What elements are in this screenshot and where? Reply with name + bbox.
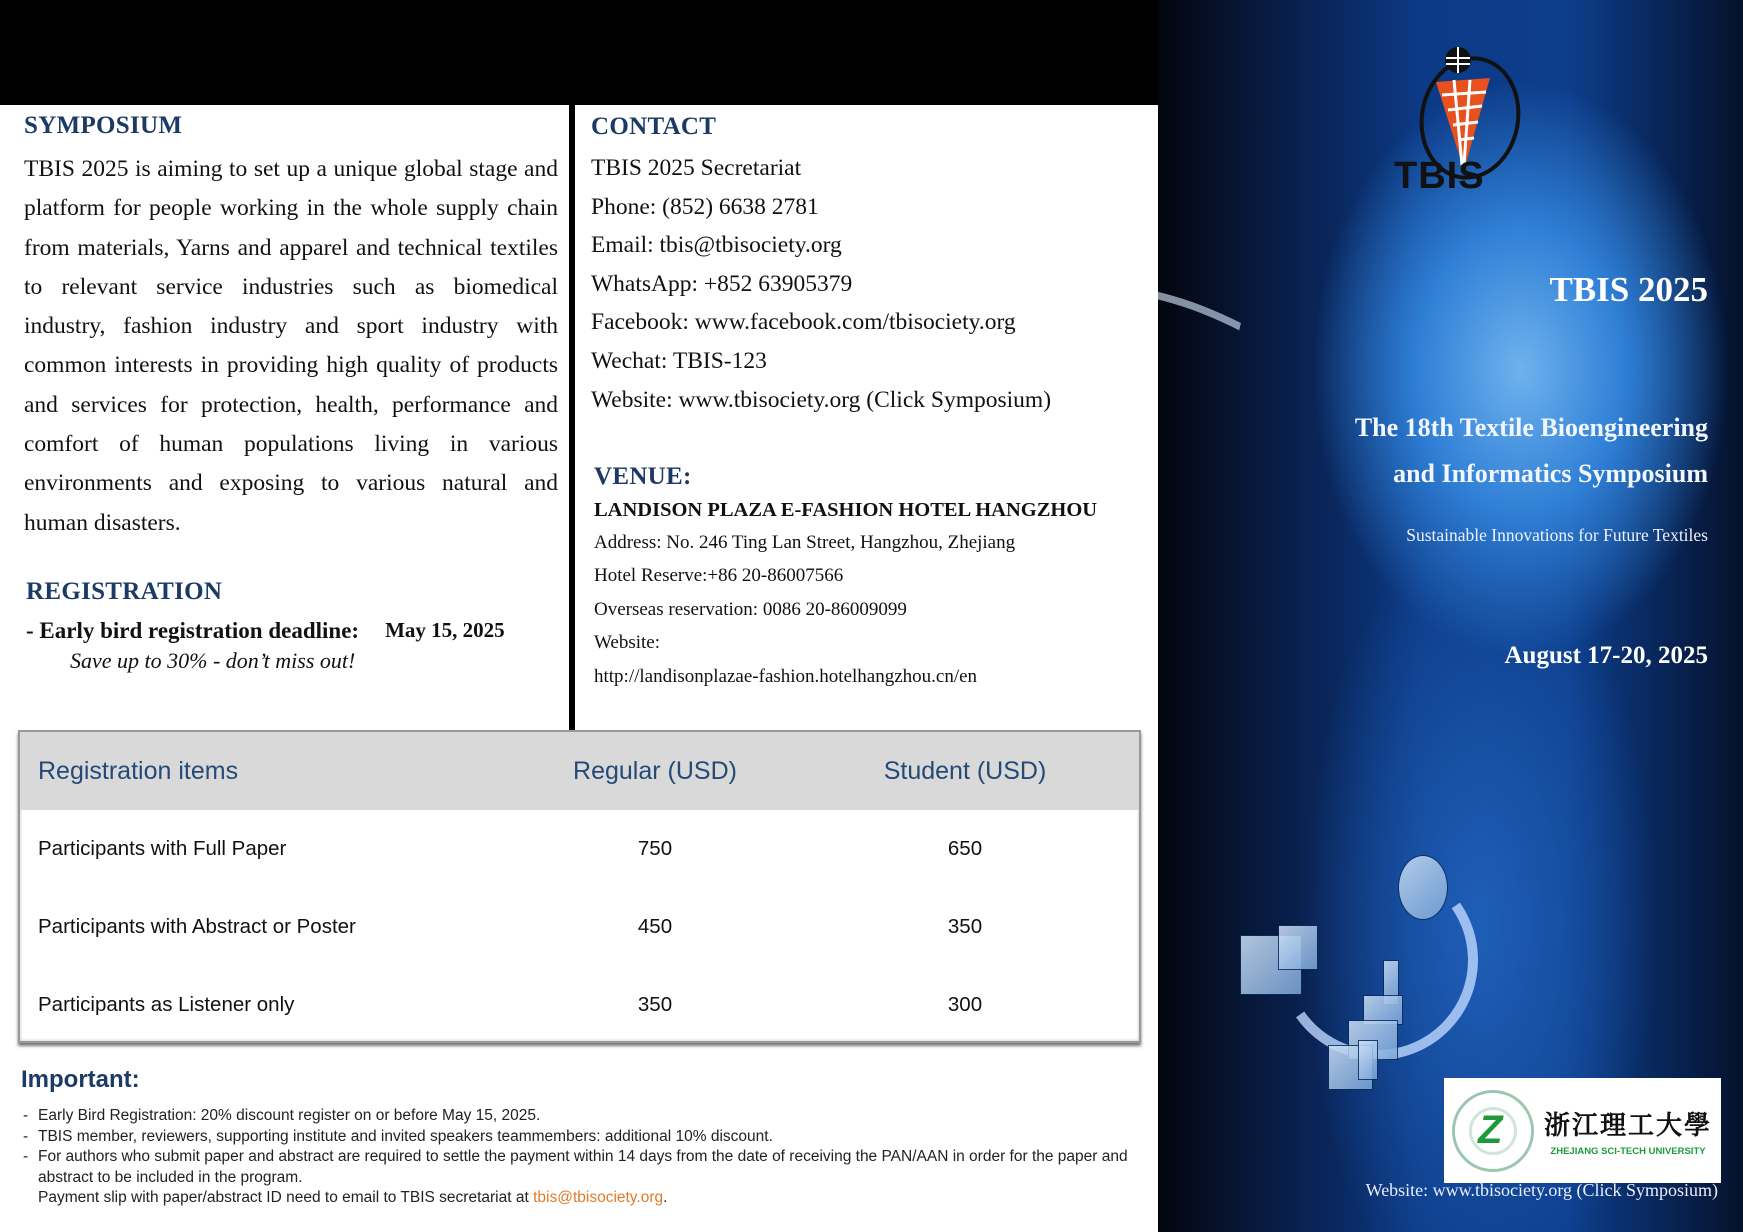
row-item: Participants as Listener only [38, 993, 295, 1016]
table-row [20, 810, 1139, 888]
cover-title-line-2: and Informatics Symposium [1393, 459, 1708, 488]
venue-heading: VENUE: [594, 463, 692, 490]
save-note: Save up to 30% - don’t miss out! [70, 648, 356, 673]
important-heading: Important: [21, 1066, 140, 1093]
venue-address: Address: No. 246 Ting Lan Street, Hangzhou, Zhejiang [594, 532, 1016, 553]
cover-year-title: TBIS 2025 [1549, 270, 1708, 309]
symposium-description: TBIS 2025 is aiming to set up a unique global stage and platform for people working in the whole supply chain from materials, Yarns and apparel and technical textiles to relevant service industries such as biomedical industry, fashion industry and sport industry with common interests in providing high quality of products and services for protection, health, performance and comfort of human populations living in various environments and exposing to various natural and human disasters. [24, 156, 558, 536]
header-student: Student (USD) [883, 756, 1047, 785]
contact-website[interactable]: Website: www.tbisociety.org (Click Symposium) [591, 386, 1052, 413]
cover-event-title [1355, 405, 1708, 497]
contact-whatsapp: WhatsApp: +852 63905379 [591, 270, 853, 297]
column-divider [569, 105, 575, 730]
important-notes [21, 1066, 1141, 1209]
university-name [1544, 1105, 1712, 1157]
thumbnail-image [1398, 855, 1448, 920]
thumbnail-image [1358, 1040, 1378, 1080]
cover-panel [1158, 0, 1743, 1232]
row-regular-fee: 350 [637, 993, 673, 1016]
thumbnail-image [1278, 925, 1318, 970]
row-item: Participants with Abstract or Poster [38, 915, 356, 938]
contact-phone: Phone: (852) 6638 2781 [591, 193, 819, 220]
header-regular: Regular (USD) [573, 756, 737, 785]
important-list [21, 1106, 1141, 1209]
row-student-fee: 350 [947, 915, 983, 938]
table-row [20, 966, 1139, 1044]
registration-heading: REGISTRATION [26, 578, 223, 605]
university-name-english: ZHEJIANG SCI-TECH UNIVERSITY [1550, 1145, 1706, 1157]
row-item: Participants with Full Paper [38, 837, 287, 860]
cover-website-link[interactable]: Website: www.tbisociety.org (Click Symposium) [1365, 1180, 1718, 1200]
important-item: - Early Bird Registration: 20% discount register on or before May 15, 2025. [21, 1106, 1141, 1127]
important-item [21, 1147, 1141, 1209]
venue-hotel-name: LANDISON PLAZA E-FASHION HOTEL HANGZHOU [594, 499, 1098, 521]
venue-website-label: Website: [594, 632, 661, 654]
tbis-logo-text: TBIS [1394, 155, 1485, 197]
contact-section [591, 113, 1151, 419]
payment-note-end: . [663, 1189, 668, 1206]
university-seal-icon: Z [1452, 1090, 1534, 1172]
cover-title-line-1: The 18th Textile Bioengineering [1354, 413, 1708, 442]
top-black-band [0, 0, 1160, 105]
venue-website-link[interactable]: http://landisonplazae-fashion.hotelhangzhou.cn/en [594, 665, 978, 687]
important-item-text: For authors who submit paper and abstract are required to settle the payment within 14 days from the date of receiving the PAN/AAN in order for the paper and abstract to be included in the program. [38, 1148, 1128, 1186]
venue-overseas-reservation: Overseas reservation: 0086 20-86009099 [594, 598, 907, 620]
venue-section [594, 463, 1154, 693]
table-row [20, 888, 1139, 966]
deadline-date: May 15, 2025 [385, 618, 505, 642]
venue-details [594, 526, 1154, 693]
registration-fee-table [18, 730, 1141, 1043]
contact-heading: CONTACT [591, 113, 717, 140]
row-student-fee: 650 [947, 837, 983, 860]
symposium-heading: SYMPOSIUM [24, 112, 183, 139]
contact-facebook[interactable]: Facebook: www.facebook.com/tbisociety.org [591, 309, 1016, 336]
table-header-row [20, 732, 1139, 810]
contact-list [591, 149, 1151, 419]
university-name-chinese: 浙江理工大學 [1544, 1110, 1713, 1141]
venue-hotel-reserve: Hotel Reserve:+86 20-86007566 [594, 565, 844, 587]
cover-theme: Sustainable Innovations for Future Textiles [1406, 525, 1708, 545]
important-item: - TBIS member, reviewers, supporting institute and invited speakers teammembers: additional 10% discount. [21, 1127, 1141, 1148]
symposium-section [24, 112, 558, 543]
university-logo [1444, 1078, 1721, 1183]
early-bird-deadline [26, 618, 566, 644]
contact-secretariat: TBIS 2025 Secretariat [591, 155, 802, 181]
payment-note [38, 1188, 1141, 1209]
row-regular-fee: 750 [637, 837, 673, 860]
row-student-fee: 300 [947, 993, 983, 1016]
registration-section [26, 578, 566, 674]
contact-wechat: Wechat: TBIS-123 [591, 347, 767, 374]
payment-email-link[interactable]: tbis@tbisociety.org [533, 1189, 664, 1206]
row-regular-fee: 450 [637, 915, 673, 938]
header-items: Registration items [38, 756, 239, 785]
contact-email[interactable]: Email: tbis@tbisociety.org [591, 232, 842, 259]
payment-note-text: Payment slip with paper/abstract ID need to email to TBIS secretariat at [38, 1189, 534, 1206]
deadline-label: - Early bird registration deadline: [26, 618, 360, 643]
cover-dates: August 17-20, 2025 [1504, 642, 1708, 669]
